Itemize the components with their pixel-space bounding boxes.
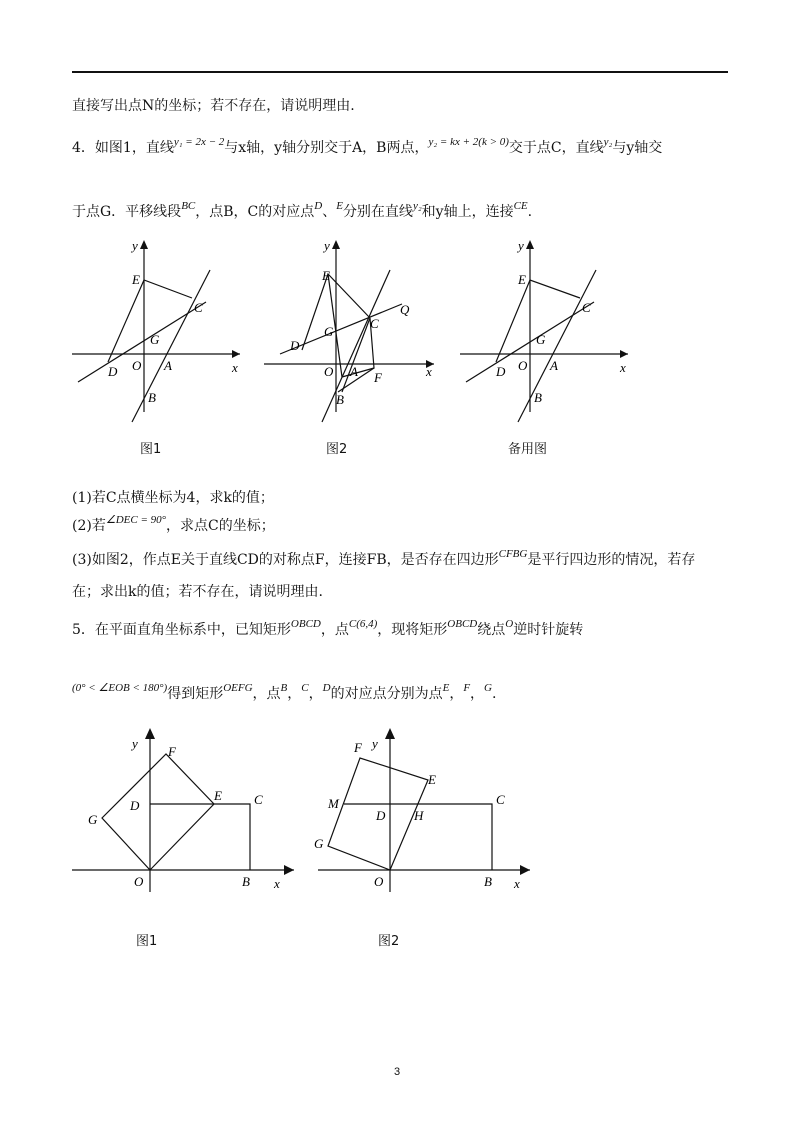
point-label-x: x	[514, 876, 520, 891]
point-label-c: C	[370, 316, 379, 331]
point-label-f: F	[354, 740, 362, 755]
point-label-d: D	[290, 338, 300, 353]
point-label-o: O	[518, 358, 528, 373]
point-label-x: x	[620, 360, 626, 375]
point-label-o: O	[132, 358, 142, 373]
q5-caption-2: 图2	[378, 934, 400, 949]
point-label-c: C	[194, 300, 203, 315]
point-label-g: G	[150, 332, 160, 347]
point-label-h: H	[414, 808, 424, 823]
point-label-b: B	[484, 874, 492, 889]
q4-part-3-cont: 在；求出k的值；若不存在，请说明理由.	[72, 584, 323, 600]
point-label-c: C	[496, 792, 505, 807]
q4-figure-1-svg	[72, 232, 252, 432]
point-label-b: B	[148, 390, 156, 405]
point-label-a: A	[164, 358, 172, 373]
point-label-a: A	[350, 364, 358, 379]
point-label-m: M	[328, 796, 339, 811]
point-label-y: y	[132, 238, 138, 253]
point-label-x: x	[232, 360, 238, 375]
page-number: 3	[394, 1066, 401, 1078]
q5-figure-2	[314, 722, 538, 966]
point-label-g: G	[324, 324, 334, 339]
q4-caption-2: 图2	[326, 442, 348, 457]
point-label-c: C	[582, 300, 591, 315]
point-label-b: B	[336, 392, 344, 407]
point-label-e: E	[214, 788, 222, 803]
q5-figure-1	[72, 722, 302, 966]
point-label-e: E	[518, 272, 526, 287]
point-label-o: O	[374, 874, 384, 889]
point-label-o: O	[134, 874, 144, 889]
point-label-o: O	[324, 364, 334, 379]
point-label-y: y	[324, 238, 330, 253]
point-label-d: D	[376, 808, 386, 823]
q4-figure-2-svg	[262, 232, 442, 432]
point-label-x: x	[426, 364, 432, 379]
prev-question-tail: 直接写出点N的坐标；若不存在，请说明理由.	[72, 98, 355, 114]
point-label-d: D	[496, 364, 506, 379]
q4-line-2: 于点G．平移线段$^{BC}$，点B，C的对应点$^D$、$^E$分别在直线$^{y_2}$和y轴上，连接$^{CE}$.	[72, 200, 533, 220]
point-label-e: E	[428, 772, 436, 787]
q5-caption-1: 图1	[136, 934, 158, 949]
q4-caption-backup: 备用图	[508, 442, 548, 457]
point-label-x: x	[274, 876, 280, 891]
point-label-y: y	[372, 736, 378, 751]
q4-caption-1: 图1	[140, 442, 162, 457]
point-label-b: B	[534, 390, 542, 405]
point-label-c: C	[254, 792, 263, 807]
q4-part-3: (3)如图2，作点E关于直线CD的对称点F，连接FB，是否存在四边形$^{CFBG}$是平行四边形的情况，若存	[72, 548, 696, 568]
q5-figure-2-svg	[314, 722, 538, 962]
point-label-g: G	[536, 332, 546, 347]
point-label-g: G	[88, 812, 98, 827]
point-label-d: D	[108, 364, 118, 379]
point-label-e: E	[322, 268, 330, 283]
point-label-e: E	[132, 272, 140, 287]
q4-figure-backup-svg	[460, 232, 640, 432]
q5-figure-1-svg	[72, 722, 302, 962]
q4-figure-backup	[460, 232, 640, 436]
point-label-a: A	[550, 358, 558, 373]
q4-figure-1	[72, 232, 252, 436]
point-label-y: y	[518, 238, 524, 253]
point-label-f: F	[374, 370, 382, 385]
point-label-q: Q	[400, 302, 410, 317]
header-rule	[72, 71, 728, 73]
q5-line-1: 5．在平面直角坐标系中，已知矩形$^{OBCD}$，点$^{C(6,4)}$，现将矩形$^{OBCD}$绕点$^O$逆时针旋转	[72, 618, 584, 638]
point-label-y: y	[132, 736, 138, 751]
point-label-b: B	[242, 874, 250, 889]
q5-line-2: $^{(0^\circ < \angle EOB < 180^\circ)}$得到矩形$^{OEFG}$，点$^B$，$^C$，$^D$的对应点分别为点$^E$，$^F$，$^G$.	[72, 682, 497, 702]
q4-line-1: 4．如图1，直线$^{y_1 = 2x - 2}$与x轴，y轴分别交于A，B两点，$^{y_2 = kx + 2(k > 0)}$交于点C，直线$^{y_2}$与y轴交	[72, 136, 663, 156]
q4-part-2: (2)若$^{\angle DEC = 90^\circ}$，求点C的坐标；	[72, 514, 275, 534]
q4-part-1: (1)若C点横坐标为4，求k的值；	[72, 490, 274, 506]
point-label-g: G	[314, 836, 324, 851]
point-label-f: F	[168, 744, 176, 759]
q4-figure-2	[262, 232, 442, 436]
point-label-d: D	[130, 798, 140, 813]
